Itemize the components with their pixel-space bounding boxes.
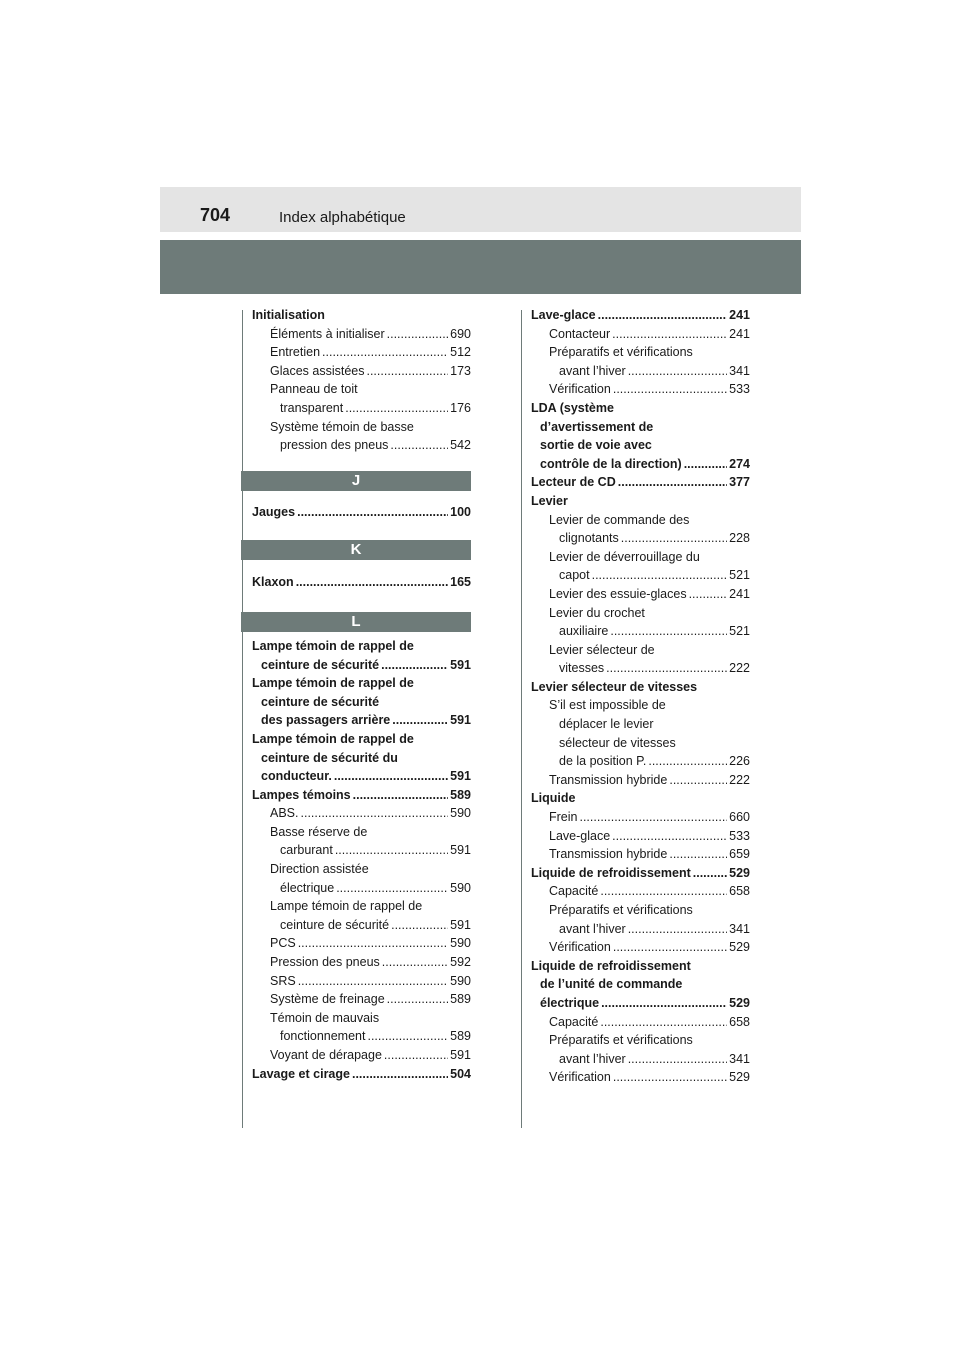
section-letter-k: K [241, 540, 471, 560]
page-reference: 591 [450, 1048, 471, 1062]
index-entry [531, 678, 750, 697]
index-subentry [531, 548, 750, 585]
dot-leader [612, 827, 727, 846]
dot-leader [592, 566, 728, 585]
entry-text: ceinture de sécurité [280, 917, 390, 932]
page-reference: 591 [450, 769, 471, 784]
index-subentry [531, 771, 750, 790]
page-reference: 542 [450, 438, 471, 453]
dot-leader [345, 399, 448, 418]
entry-text: Système de freinage [270, 992, 385, 1007]
dot-leader [391, 916, 448, 935]
entry-text: Liquide [531, 791, 576, 806]
index-subentry [531, 1013, 750, 1032]
dot-leader [367, 1027, 448, 1046]
entry-text: Pression des pneus [270, 955, 380, 970]
index-subentry [531, 808, 750, 827]
right-column-rule [521, 310, 522, 1128]
index-subentry [531, 585, 750, 604]
entry-text: Panneau de toit [270, 382, 358, 397]
dot-leader [628, 920, 727, 939]
entry-text: sélecteur de vitesses [559, 735, 676, 750]
index-entry [252, 637, 471, 674]
index-entry [531, 789, 750, 808]
index-subentry [252, 1046, 471, 1065]
dot-leader [381, 656, 448, 675]
index-subentry [531, 1068, 750, 1087]
entry-text: Lampe témoin de rappel de [270, 899, 423, 914]
entry-text: avant l’hiver [559, 921, 626, 936]
page-reference: 591 [450, 917, 471, 932]
index-entry [252, 674, 471, 730]
index-subentry [531, 641, 750, 678]
dot-leader [598, 306, 728, 325]
entry-text: ABS. [270, 806, 299, 821]
page-reference: 504 [450, 1066, 471, 1081]
entry-text: Entretien [270, 345, 321, 360]
dot-leader [606, 659, 727, 678]
entry-text: électrique [280, 880, 335, 895]
page-reference: 341 [729, 1051, 750, 1066]
page-reference: 533 [729, 828, 750, 843]
entry-text: contrôle de la direction) [540, 456, 682, 471]
dot-leader [392, 711, 448, 730]
entry-text: Transmission hybride [549, 847, 668, 862]
index-subentry [531, 1031, 750, 1068]
entry-text: d’avertissement de [540, 419, 654, 434]
index-subentry [531, 604, 750, 641]
page-reference: 660 [729, 810, 750, 825]
index-subentry [252, 953, 471, 972]
dot-leader [335, 841, 448, 860]
entry-text: conducteur. [261, 769, 332, 784]
dot-leader [689, 585, 728, 604]
page-reference: 591 [450, 657, 471, 672]
entry-text: Levier de déverrouillage du [549, 549, 700, 564]
page-reference: 100 [450, 504, 471, 519]
page-reference: 590 [450, 973, 471, 988]
entry-text: SRS [270, 973, 296, 988]
dot-leader [382, 953, 448, 972]
page-reference: 228 [729, 531, 750, 546]
page-reference: 589 [450, 787, 471, 802]
entry-text: avant l’hiver [559, 1051, 626, 1066]
page-reference: 521 [729, 624, 750, 639]
entry-text: Lavage et cirage [252, 1066, 350, 1081]
entry-text: déplacer le levier [559, 717, 654, 732]
page-reference: 529 [729, 865, 750, 880]
entry-text: Capacité [549, 884, 599, 899]
index-column-left [252, 306, 471, 1083]
entry-text: Glaces assistées [270, 363, 365, 378]
dot-leader [628, 362, 727, 381]
dot-leader [600, 882, 727, 901]
index-subentry [252, 860, 471, 897]
index-subentry [531, 343, 750, 380]
entry-text: de la position P. [559, 754, 647, 769]
entry-text: Lecteur de CD [531, 475, 616, 490]
entry-text: Lave-glace [531, 308, 596, 322]
entry-text: Levier sélecteur de vitesses [531, 679, 698, 694]
page-reference: 521 [729, 568, 750, 583]
entry-text: auxiliaire [559, 624, 609, 639]
page-reference: 222 [729, 772, 750, 787]
dot-leader [322, 343, 448, 362]
entry-text: Levier de commande des [549, 512, 690, 527]
entry-text: Direction assistée [270, 862, 369, 877]
page-reference: 591 [450, 713, 471, 728]
index-subentry [531, 696, 750, 770]
page-reference: 589 [450, 1029, 471, 1044]
entry-text: transparent [280, 400, 344, 415]
page-number: 704 [200, 205, 231, 225]
page-reference: 165 [450, 575, 471, 590]
section-letter-j: J [241, 471, 471, 491]
page-reference: 529 [729, 995, 750, 1010]
dot-leader [387, 325, 449, 344]
entry-text: avant l’hiver [559, 363, 626, 378]
page-reference: 512 [450, 345, 471, 360]
index-subentry [252, 325, 471, 344]
entry-text: Lampe témoin de rappel de [252, 638, 414, 653]
page-reference: 222 [729, 661, 750, 676]
entry-text: Klaxon [252, 575, 294, 590]
entry-text: Levier du crochet [549, 605, 645, 620]
page-reference: 590 [450, 806, 471, 821]
dot-leader [612, 325, 727, 344]
entry-text: S’il est impossible de [549, 698, 666, 713]
entry-text: carburant [280, 843, 333, 858]
index-subentry [252, 380, 471, 417]
index-entry [531, 864, 750, 883]
page-reference: 341 [729, 363, 750, 378]
page-reference: 589 [450, 992, 471, 1007]
page-reference: 533 [729, 382, 750, 397]
entry-text: des passagers arrière [261, 713, 391, 728]
entry-text: Levier [531, 493, 568, 508]
page-reference: 590 [450, 880, 471, 895]
index-subentry [252, 990, 471, 1009]
page-reference: 226 [729, 754, 750, 769]
index-column-right [531, 306, 750, 1087]
index-entry [252, 503, 471, 522]
section-letter-l: L [241, 612, 471, 632]
page-reference: 377 [729, 475, 750, 490]
index-entry [531, 957, 750, 1013]
index-subentry [531, 511, 750, 548]
index-subentry [252, 823, 471, 860]
index-subentry [252, 343, 471, 362]
dot-leader [579, 808, 727, 827]
dot-leader [618, 473, 727, 492]
dot-leader [628, 1050, 727, 1069]
dot-leader [298, 972, 448, 991]
index-subentry [252, 934, 471, 953]
dot-leader [387, 990, 448, 1009]
entry-text: Préparatifs et vérifications [549, 903, 693, 917]
entry-text: Levier des essuie-glaces [549, 586, 687, 601]
dot-leader [390, 436, 448, 455]
dot-leader [621, 529, 727, 548]
entry-text: Basse réserve de [270, 824, 368, 839]
index-subentry [531, 882, 750, 901]
page-reference: 591 [450, 843, 471, 858]
entry-text: Lampe témoin de rappel de [252, 676, 414, 691]
entry-text: Système témoin de basse [270, 419, 414, 434]
index-entry [252, 306, 471, 325]
index-entry [531, 306, 750, 325]
entry-text: Lave-glace [549, 828, 611, 843]
entry-text: Transmission hybride [549, 772, 668, 787]
page-reference: 590 [450, 936, 471, 951]
entry-text: Préparatifs et vérifications [549, 1033, 693, 1048]
dot-leader [296, 573, 448, 592]
index-subentry [252, 804, 471, 823]
entry-text: LDA (système [531, 400, 614, 415]
dot-leader [613, 938, 727, 957]
dot-leader [353, 786, 449, 805]
page-reference: 690 [450, 326, 471, 341]
entry-text: Liquide de refroidissement [531, 958, 691, 973]
page-reference: 274 [729, 456, 750, 471]
entry-text: capot [559, 568, 590, 583]
entry-text: Lampe témoin de rappel de [252, 731, 414, 746]
dot-leader [684, 455, 727, 474]
entry-text: sortie de voie avec [540, 438, 652, 453]
entry-text: Vérification [549, 940, 611, 955]
dot-leader [334, 767, 448, 786]
entry-text: Liquide de refroidissement [531, 865, 691, 880]
index-subentry [252, 362, 471, 381]
index-entry [531, 473, 750, 492]
entry-text: Frein [549, 810, 578, 825]
index-entry [252, 730, 471, 786]
entry-text: de l’unité de commande [540, 977, 683, 992]
index-subentry [252, 972, 471, 991]
page-reference: 529 [729, 940, 750, 955]
entry-text: Préparatifs et vérifications [549, 345, 693, 360]
page-reference: 176 [450, 400, 471, 415]
dot-leader [366, 362, 448, 381]
dot-leader [613, 1068, 727, 1087]
index-subentry [531, 325, 750, 344]
entry-text: Contacteur [549, 326, 611, 341]
index-subentry [531, 380, 750, 399]
dot-leader [613, 380, 727, 399]
dot-leader [693, 864, 727, 883]
entry-text: fonctionnement [280, 1029, 366, 1044]
index-subentry [252, 1009, 471, 1046]
index-entry [252, 1065, 471, 1084]
index-entry [531, 399, 750, 473]
entry-text: ceinture de sécurité [261, 694, 380, 709]
header-band [160, 240, 801, 294]
index-subentry [531, 901, 750, 938]
dot-leader [301, 804, 449, 823]
entry-text: Témoin de mauvais [270, 1010, 380, 1025]
page-reference: 241 [729, 308, 750, 322]
index-subentry [252, 418, 471, 455]
index-entry [252, 786, 471, 805]
entry-text: Capacité [549, 1014, 599, 1029]
index-subentry [531, 938, 750, 957]
page-reference: 241 [729, 586, 750, 601]
index-subentry [252, 897, 471, 934]
page-reference: 529 [729, 1070, 750, 1085]
index-entry [531, 492, 750, 511]
page-title: Index alphabétique [279, 209, 406, 226]
left-column-rule [242, 310, 243, 1128]
page-reference: 592 [450, 955, 471, 970]
dot-leader [648, 752, 727, 771]
entry-text: Vérification [549, 1070, 611, 1085]
index-subentry [531, 845, 750, 864]
header-bar [160, 187, 801, 232]
dot-leader [601, 994, 727, 1013]
entry-text: vitesses [559, 661, 605, 676]
entry-text: Jauges [252, 504, 296, 519]
entry-text: pression des pneus [280, 438, 389, 453]
page-reference: 173 [450, 363, 471, 378]
entry-text: clignotants [559, 531, 619, 546]
page-reference: 658 [729, 1014, 750, 1029]
entry-text: Lampes témoins [252, 787, 351, 802]
entry-text: Levier sélecteur de [549, 642, 655, 657]
page-reference: 241 [729, 326, 750, 341]
dot-leader [336, 879, 448, 898]
page-reference: 341 [729, 921, 750, 936]
page-reference: 659 [729, 847, 750, 862]
entry-text: ceinture de sécurité [261, 657, 380, 672]
entry-text: Éléments à initialiser [270, 326, 385, 341]
dot-leader [600, 1013, 727, 1032]
index-subentry [531, 827, 750, 846]
dot-leader [669, 845, 727, 864]
entry-text: Vérification [549, 382, 611, 397]
dot-leader [298, 934, 448, 953]
entry-text: ceinture de sécurité du [261, 750, 398, 765]
entry-text: Voyant de dérapage [270, 1048, 382, 1062]
entry-text: Initialisation [252, 308, 325, 322]
entry-text: électrique [540, 995, 600, 1010]
page-reference: 658 [729, 884, 750, 899]
dot-leader [669, 771, 727, 790]
index-entry [252, 573, 471, 592]
dot-leader [297, 503, 448, 522]
entry-text: PCS [270, 936, 296, 951]
dot-leader [610, 622, 727, 641]
dot-leader [352, 1065, 448, 1084]
dot-leader [384, 1046, 448, 1065]
